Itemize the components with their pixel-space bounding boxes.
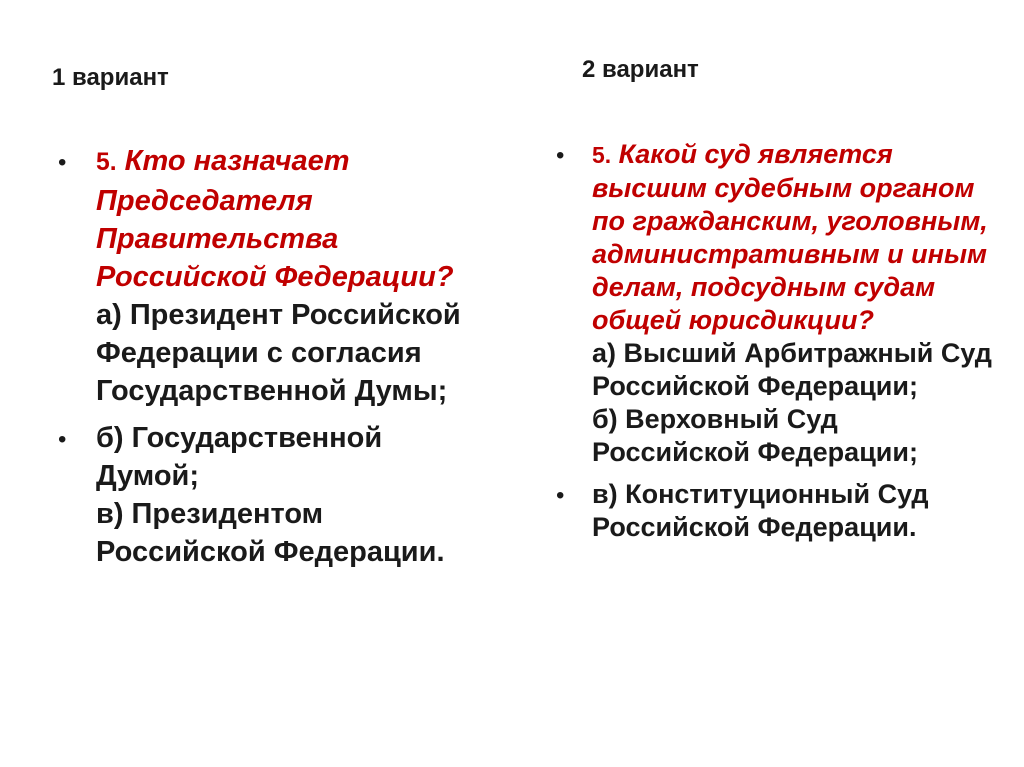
answer-b: б) Государственной Думой; <box>96 422 383 492</box>
answer-a: а) Президент Российской Федерации с согласия Государственной Думы; <box>96 299 461 407</box>
answer-c: в) Конституционный Суд Российской Федерации. <box>592 479 929 542</box>
variant-1-column <box>52 142 492 571</box>
bullet-icon: • <box>556 142 565 169</box>
bullet-icon: • <box>556 482 565 509</box>
answer-c: в) Президентом Российской Федерации. <box>96 498 445 568</box>
answer-b: б) Верховный Суд Российской Федерации; <box>592 404 918 467</box>
question-text: 5. Какой суд является высшим судебным органом по гражданским, уголовным, административным и иным делам, подсудным судам общей юрисдикции? <box>592 139 988 335</box>
list-item <box>52 142 492 410</box>
variant-2-heading: 2 вариант <box>582 56 699 83</box>
list-item <box>550 138 995 469</box>
variant-1-heading: 1 вариант <box>52 64 169 91</box>
variant-2-column <box>550 138 995 544</box>
list-item <box>550 478 995 544</box>
bullet-icon: • <box>58 149 67 176</box>
bullet-icon: • <box>58 426 67 453</box>
answer-a: а) Высший Арбитражный Суд Российской Федерации; <box>592 338 992 401</box>
question-text: 5. Кто назначает Председателя Правительства Российской Федерации? <box>96 145 454 293</box>
list-item <box>52 419 492 571</box>
